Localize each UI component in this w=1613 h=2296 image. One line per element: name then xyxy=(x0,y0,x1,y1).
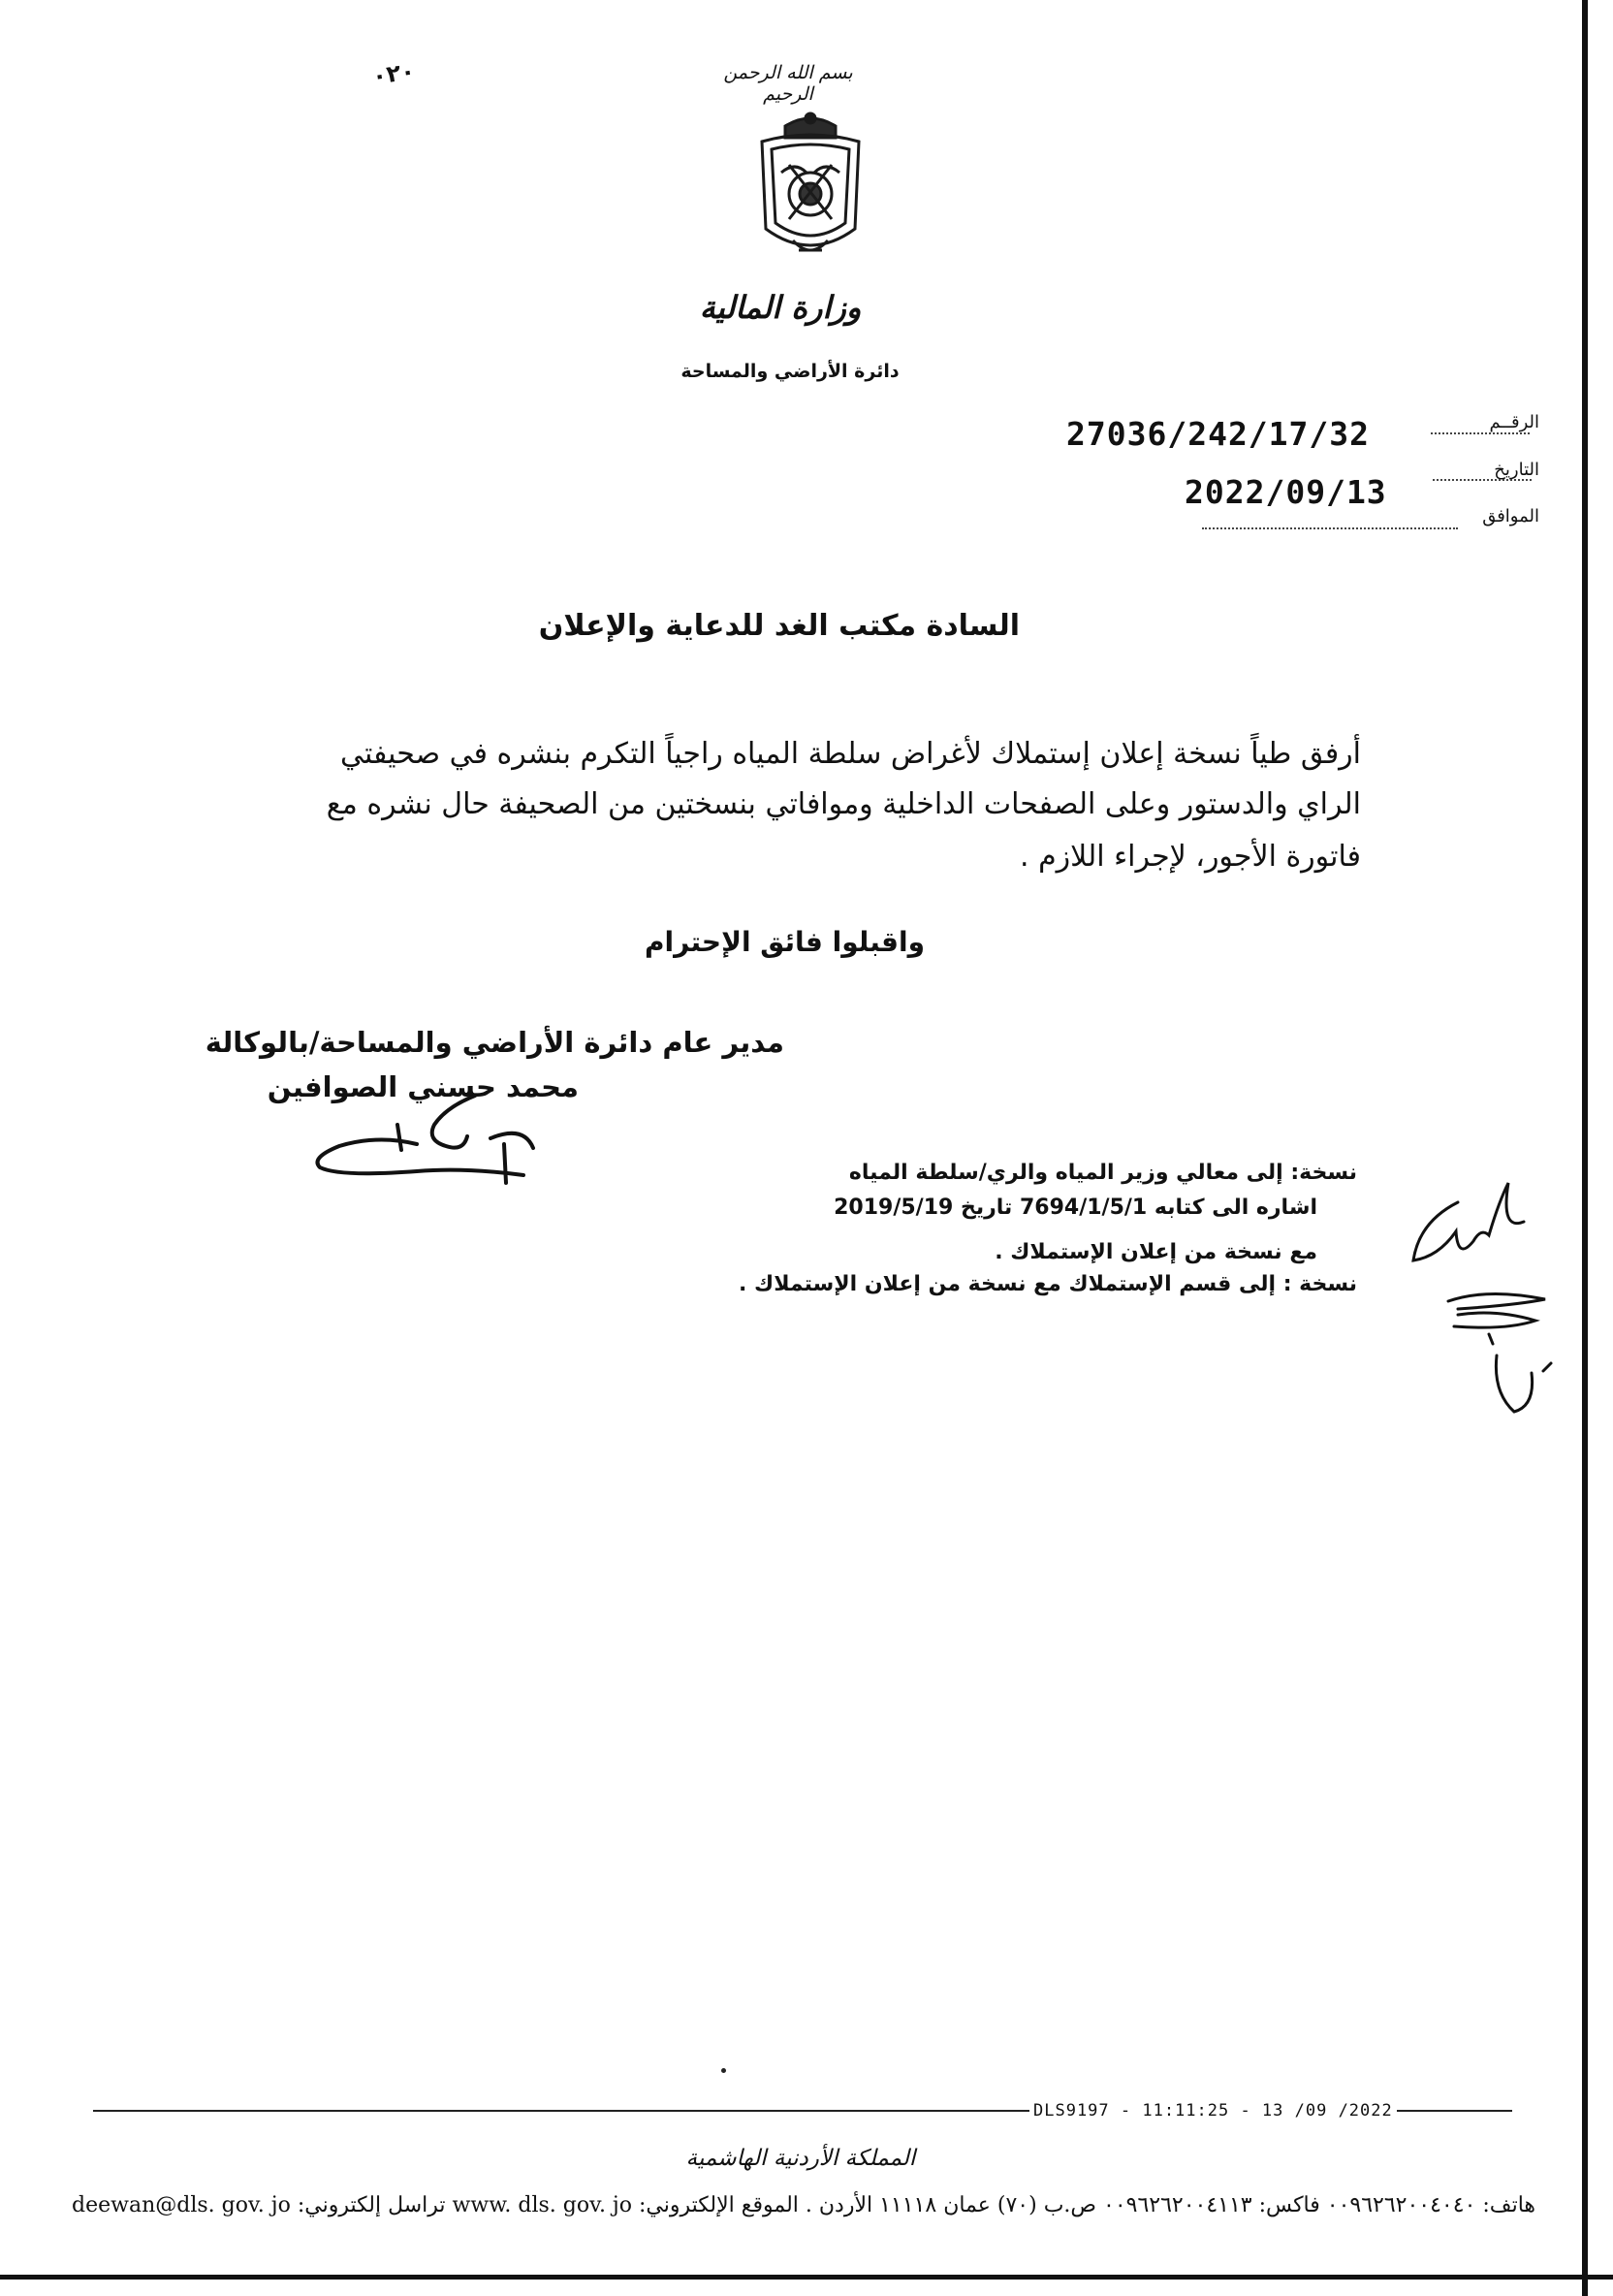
scan-edge-right xyxy=(1582,0,1588,2296)
handwritten-signature xyxy=(300,1086,543,1193)
handwritten-top-note: ٠٢٠ xyxy=(370,57,417,90)
footer-kingdom: المملكة الأردنية الهاشمية xyxy=(685,2146,916,2171)
ministry-name: وزارة المالية xyxy=(699,289,862,326)
body-line-2: الراي والدستور وعلى الصفحات الداخلية وموافاتي بنسختين من الصحيفة حال نشره مع xyxy=(326,787,1361,821)
reference-date-value: 2022/09/13 xyxy=(1185,473,1387,511)
reference-hijri-label: الموافق xyxy=(1482,506,1539,526)
signatory-name: محمد حسني الصوافين xyxy=(267,1070,579,1103)
copy-line-4: نسخة : إلى قسم الإستملاك مع نسخة من إعلان الإستملاك . xyxy=(739,1272,1357,1296)
scan-edge-bottom xyxy=(0,2275,1613,2280)
royal-coat-of-arms-emblem xyxy=(746,105,874,270)
addressee: السادة مكتب الغد للدعاية والإعلان xyxy=(538,609,1020,643)
reference-date-dots xyxy=(1433,479,1532,481)
stray-dot xyxy=(721,2068,726,2073)
closing-phrase: واقبلوا فائق الإحترام xyxy=(644,926,925,958)
signatory-title: مدير عام دائرة الأراضي والمساحة/بالوكالة xyxy=(205,1026,784,1059)
body-line-1: أرفق طياً نسخة إعلان إستملاك لأغراض سلطة المياه راجياً التكرم بنشره في صحيفتي xyxy=(339,737,1361,771)
department-name: دائرة الأراضي والمساحة xyxy=(680,361,900,382)
basmala: بسم الله الرحمن الرحيم xyxy=(723,62,853,105)
reference-date-label: التاريخ xyxy=(1494,460,1539,480)
footer-system-code: DLS9197 - 11:11:25 - 13 /09 /2022 xyxy=(1029,2101,1397,2121)
handwritten-initials xyxy=(1400,1164,1584,1425)
copy-line-2: اشاره الى كتابه 7694/1/5/1 تاريخ 2019/5/19 xyxy=(834,1196,1317,1220)
reference-number-label: الرقــم xyxy=(1489,412,1539,432)
copy-line-1: نسخة: إلى معالي وزير المياه والري/سلطة المياه xyxy=(848,1161,1357,1185)
reference-number-value: 27036/242/17/32 xyxy=(1066,415,1371,453)
reference-hijri-dots xyxy=(1202,527,1458,529)
body-line-3: فاتورة الأجور، لإجراء اللازم . xyxy=(1020,840,1361,874)
copy-line-3: مع نسخة من إعلان الإستملاك . xyxy=(995,1240,1317,1264)
footer-contact: هاتف: ٠٠٩٦٢٦٢٠٠٤٠٤٠ فاكس: ٠٠٩٦٢٦٢٠٠٤١١٣ ص.ب (٧٠) عمان ١١١١٨ الأردن . الموقع الإلكتروني: www. dls. gov. jo تراسل إلكتروني: deewan@dls. gov. jo xyxy=(72,2193,1535,2217)
reference-number-dots xyxy=(1431,432,1530,434)
